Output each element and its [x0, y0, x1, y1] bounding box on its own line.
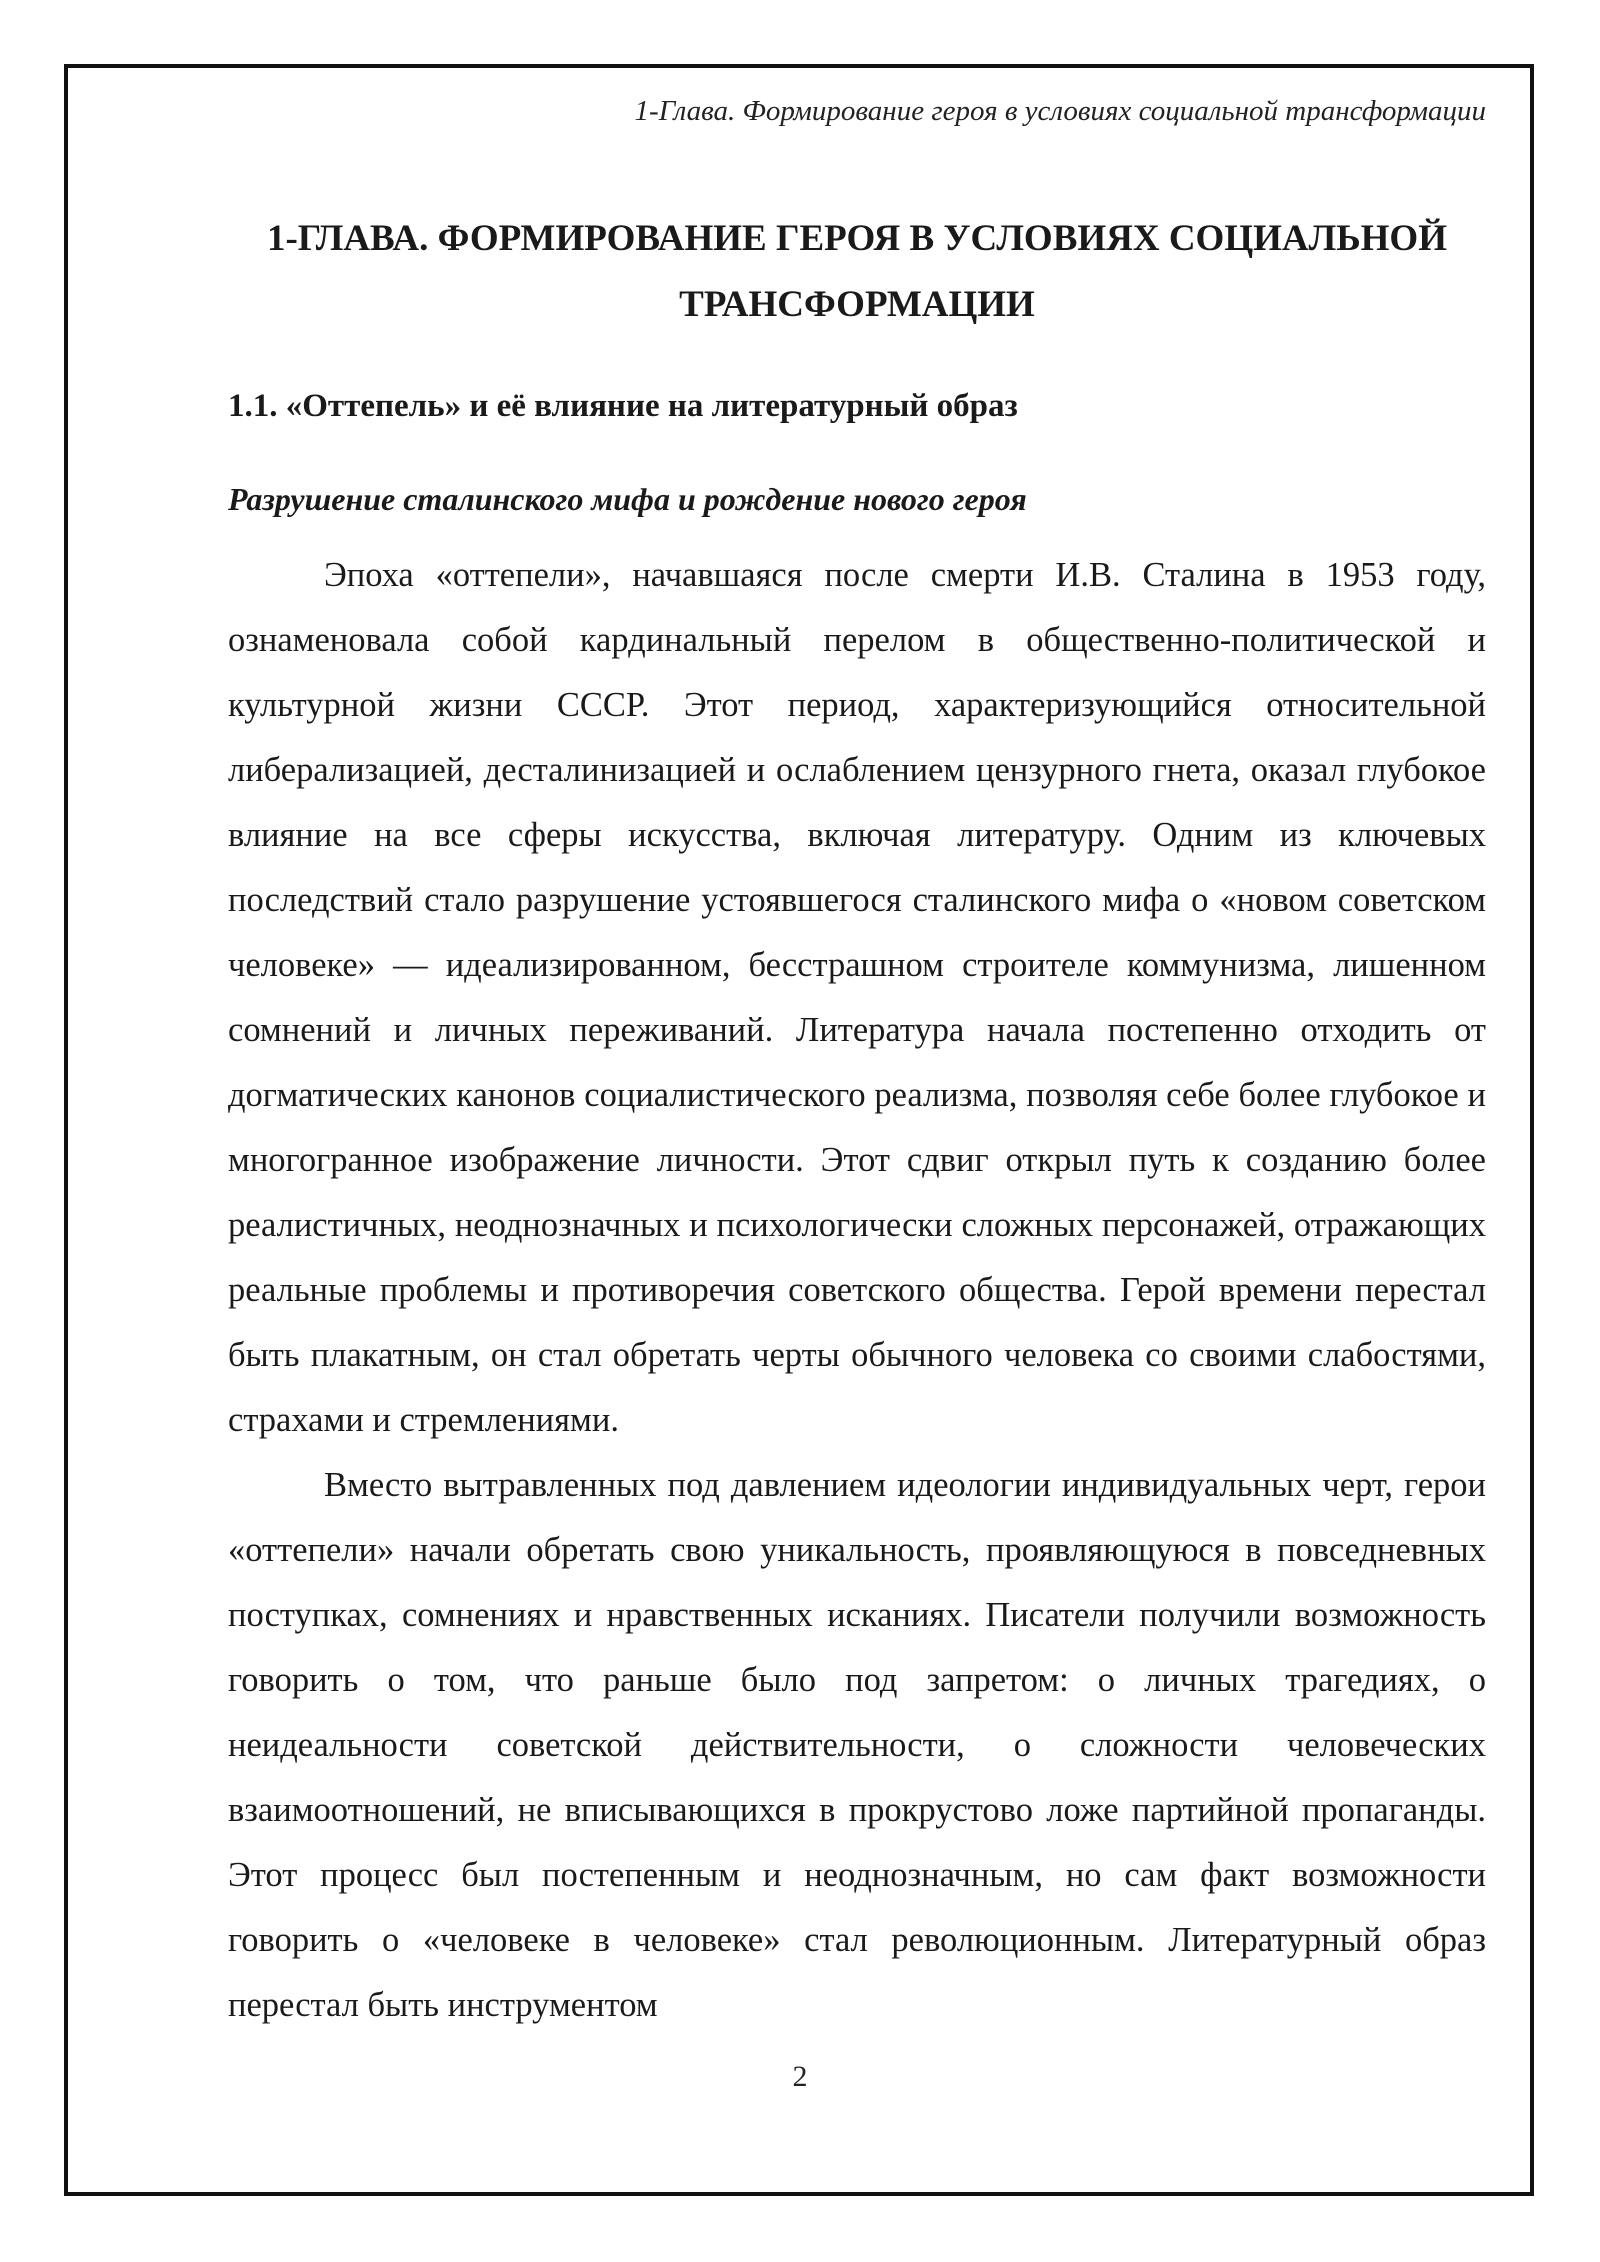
section-title: 1.1. «Оттепель» и её влияние на литературный образ [228, 388, 1018, 424]
subsection-title: Разрушение сталинского мифа и рождение нового героя [228, 481, 1027, 517]
chapter-title: 1-ГЛАВА. ФОРМИРОВАНИЕ ГЕРОЯ В УСЛОВИЯХ СОЦИАЛЬНОЙ ТРАНСФОРМАЦИИ [266, 218, 1447, 325]
page-number: 2 [792, 2060, 808, 2093]
paragraph-1: Эпоха «оттепели», начавшаяся после смерти И.В. Сталина в 1953 году, ознаменовала собой кардинальный перелом в общественно-политической и культурной жизни СССР. Этот период, характеризующийся относительной либерализацией, десталинизацией и ослаблением цензурного гнета, оказал глубокое влияние на все сферы искусства, включая литературу. Одним из ключевых последствий стало разрушение устоявшегося сталинского мифа о «новом советском человеке» — идеализированном, бесстрашном строителе коммунизма, лишенном сомнений и личных переживаний. Литература начала постепенно отходить от догматических канонов социалистического реализма, позволяя себе более глубокое и многогранное изображение личности. Этот сдвиг открыл путь к созданию более реалистичных, неоднозначных и психологически сложных персонажей, отражающих реальные проблемы и противоречия советского общества. Герой времени перестал быть плакатным, он стал обретать черты обычного человека со своими слабостями, страхами и стремлениями. [228, 556, 1486, 1439]
running-header: 1-Глава. Формирование героя в условиях социальной трансформации [634, 95, 1486, 127]
body-text [228, 543, 1486, 2038]
paragraph-2: Вместо вытравленных под давлением идеологии индивидуальных черт, герои «оттепели» начали обретать свою уникальность, проявляющуюся в повседневных поступках, сомнениях и нравственных исканиях. Писатели получили возможность говорить о том, что раньше было под запретом: о личных трагедиях, о неидеальности советской действительности, о сложности человеческих взаимоотношений, не вписывающихся в прокрустово ложе партийной пропаганды. Этот процесс был постепенным и неоднозначным, но сам факт возможности говорить о «человеке в человеке» стал революционным. Литературный образ перестал быть инструментом [228, 1466, 1486, 2024]
